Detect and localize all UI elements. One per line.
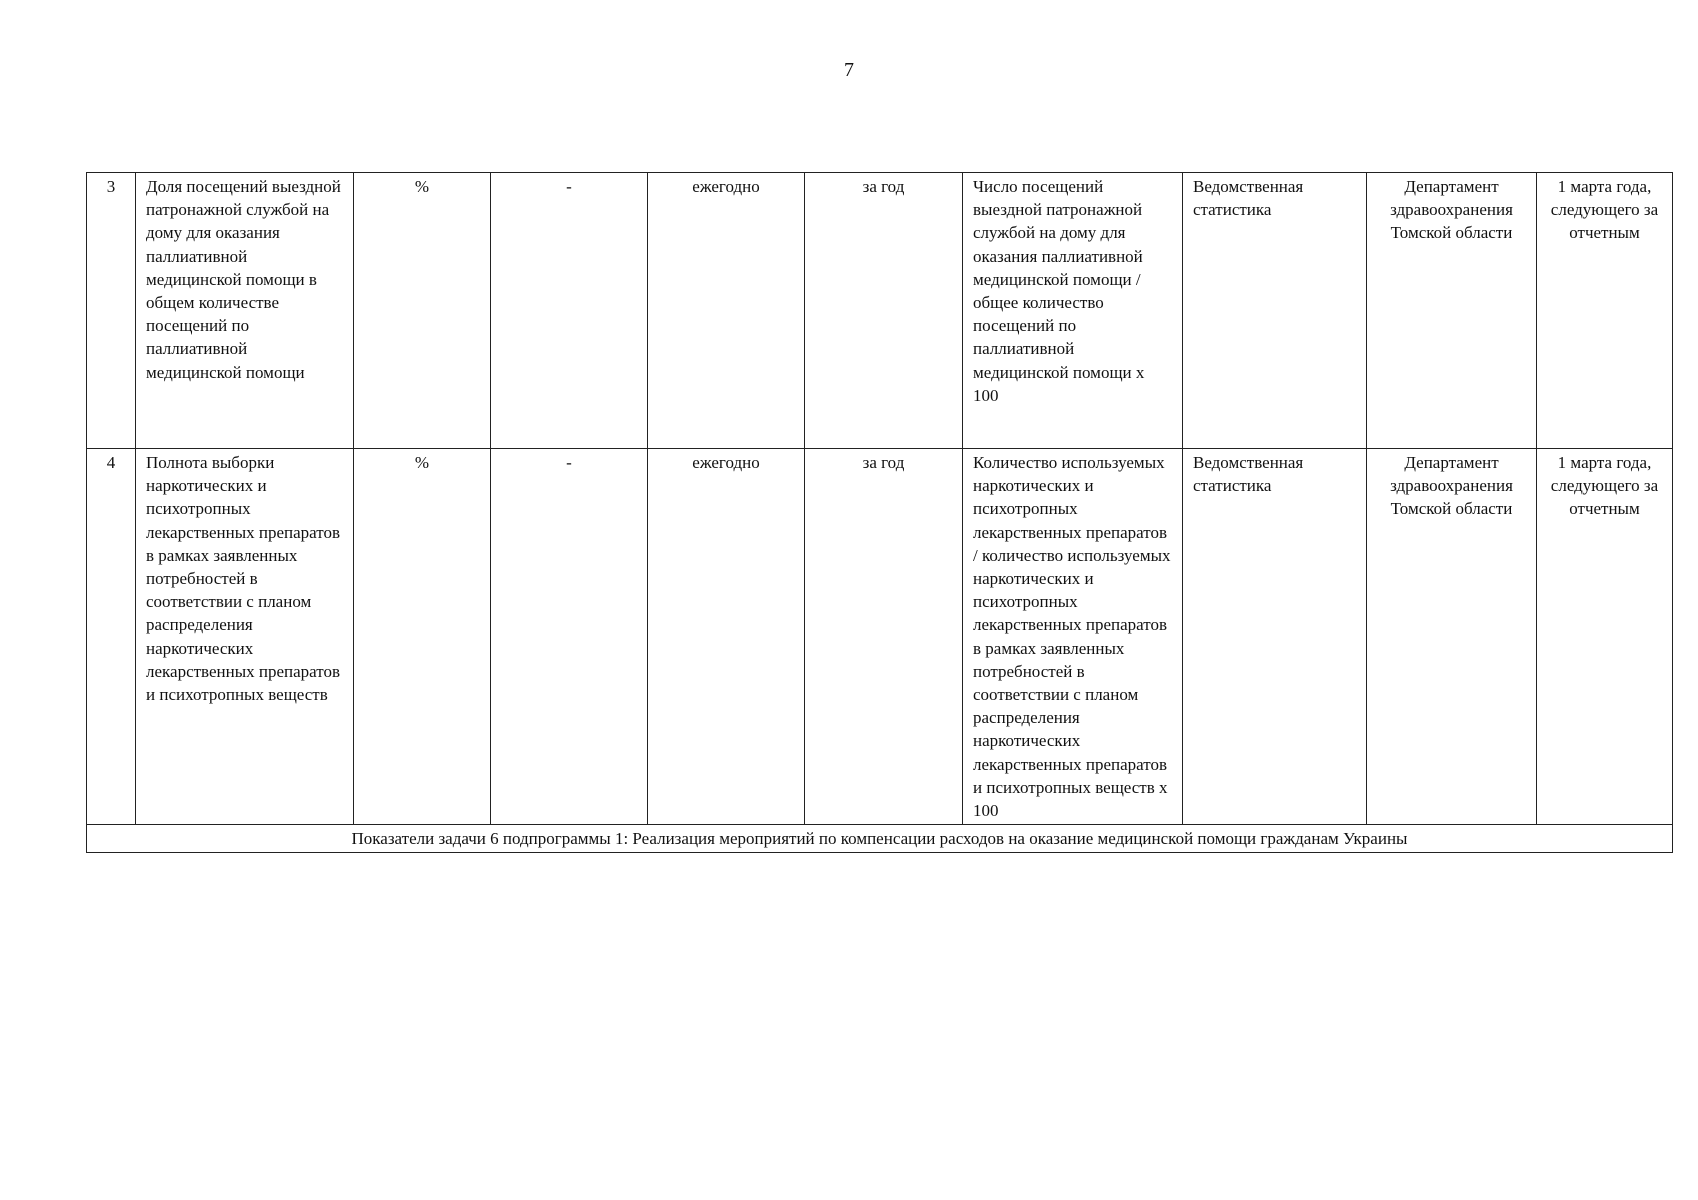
indicators-table xyxy=(86,172,1673,853)
indicator-name-cell: Доля посещений выездной патронажной службой на дому для оказания паллиативной медицинской помощи в общем количестве посещений по паллиативной медицинской помощи xyxy=(136,173,354,449)
source-cell: Ведомственная статистика xyxy=(1183,449,1367,825)
deadline-cell: 1 марта года, следующего за отчетным xyxy=(1537,173,1673,449)
period-cell: за год xyxy=(805,173,963,449)
row-number-cell: 4 xyxy=(87,449,136,825)
frequency-cell: ежегодно xyxy=(648,173,805,449)
table-row xyxy=(87,173,1673,449)
unit-cell: % xyxy=(354,173,491,449)
page-number: 7 xyxy=(844,59,854,81)
source-cell: Ведомственная статистика xyxy=(1183,173,1367,449)
deadline-cell: 1 марта года, следующего за отчетным xyxy=(1537,449,1673,825)
formula-cell: Число посещений выездной патронажной службой на дому для оказания паллиативной медицинской помощи / общее количество посещений по паллиативной медицинской помощи х 100 xyxy=(963,173,1183,449)
unit-cell: % xyxy=(354,449,491,825)
dash-cell: - xyxy=(491,449,648,825)
period-cell: за год xyxy=(805,449,963,825)
section-title: Показатели задачи 6 подпрограммы 1: Реализация мероприятий по компенсации расходов на оказание медицинской помощи гражданам Украины xyxy=(87,825,1673,853)
table-row xyxy=(87,449,1673,825)
frequency-cell: ежегодно xyxy=(648,449,805,825)
responsible-cell: Департамент здравоохранения Томской области xyxy=(1367,449,1537,825)
dash-cell: - xyxy=(491,173,648,449)
formula-cell: Количество используемых наркотических и психотропных лекарственных препаратов / количество используемых наркотических и психотропных лекарственных препаратов в рамках заявленных потребностей в соответствии с планом распределения наркотических лекарственных препаратов и психотропных веществ х 100 xyxy=(963,449,1183,825)
section-heading-row xyxy=(87,825,1673,853)
indicator-name-cell: Полнота выборки наркотических и психотропных лекарственных препаратов в рамках заявленных потребностей в соответствии с планом распределения наркотических лекарственных препаратов и психотропных веществ xyxy=(136,449,354,825)
row-number-cell: 3 xyxy=(87,173,136,449)
responsible-cell: Департамент здравоохранения Томской области xyxy=(1367,173,1537,449)
